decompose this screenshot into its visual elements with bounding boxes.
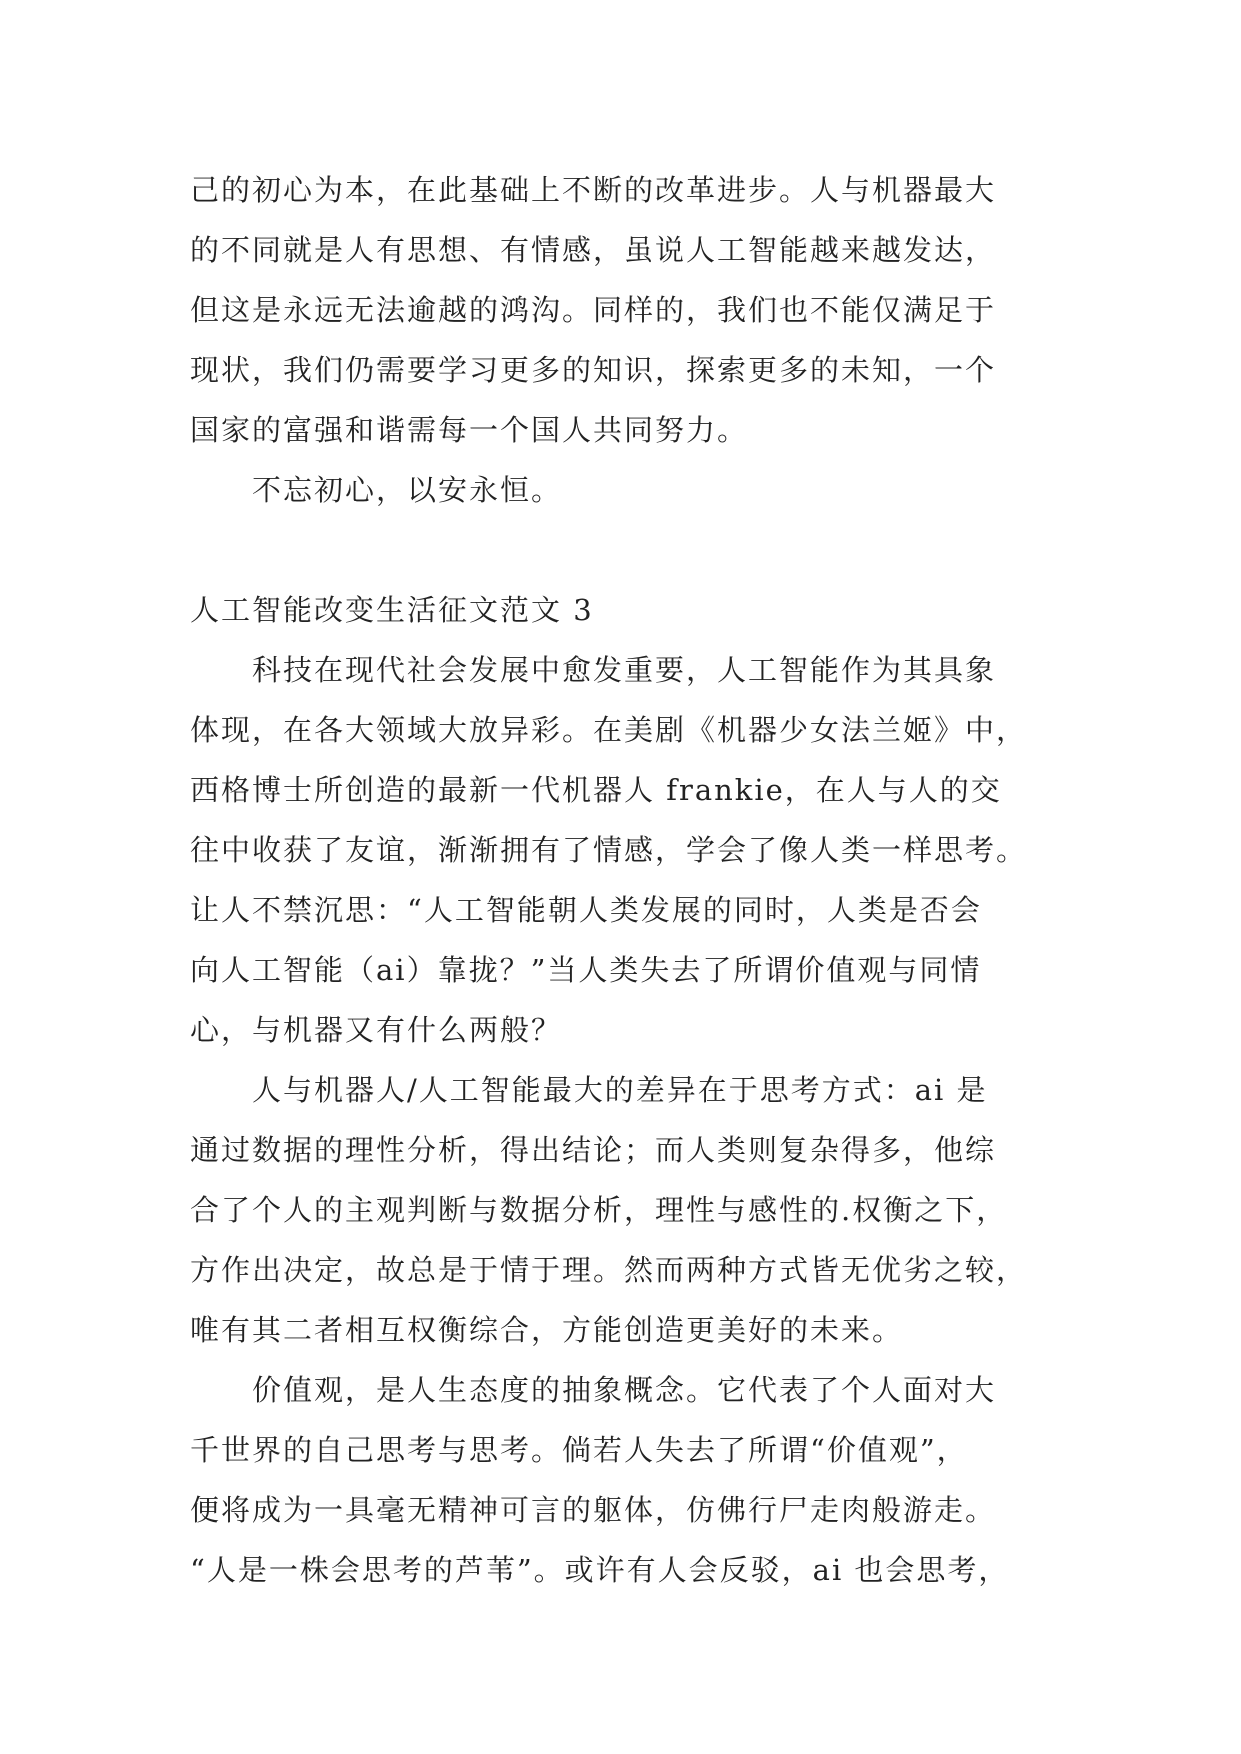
paragraph-line: 价值观，是人生态度的抽象概念。它代表了个人面对大 (252, 1373, 997, 1407)
paragraph-line: 现状，我们仍需要学习更多的知识，探索更多的未知，一个 (190, 353, 997, 387)
paragraph-line: 让人不禁沉思：“人工智能朝人类发展的同时，人类是否会 (190, 893, 982, 927)
section-spacer (190, 520, 1070, 580)
paragraph-line: 方作出决定，故总是于情于理。然而两种方式皆无优劣之较， (190, 1253, 1028, 1287)
document-text (190, 160, 1070, 1600)
paragraph-line: 国家的富强和谐需每一个国人共同努力。 (190, 413, 749, 447)
paragraph-line: 心，与机器又有什么两般？ (190, 1013, 563, 1047)
paragraph-line: 通过数据的理性分析，得出结论；而人类则复杂得多，他综 (190, 1133, 997, 1167)
paragraph-line: 但这是永远无法逾越的鸿沟。同样的，我们也不能仅满足于 (190, 293, 997, 327)
paragraph-line: 体现，在各大领域大放异彩。在美剧《机器少女法兰姬》中， (190, 713, 1028, 747)
paragraph-line: 便将成为一具毫无精神可言的躯体，仿佛行尸走肉般游走。 (190, 1493, 997, 1527)
paragraph-line: 己的初心为本，在此基础上不断的改革进步。人与机器最大 (190, 173, 997, 207)
paragraph-line: 唯有其二者相互权衡综合，方能创造更美好的未来。 (190, 1313, 904, 1347)
closing-line: 不忘初心，以安永恒。 (252, 473, 563, 507)
paragraph-line: 科技在现代社会发展中愈发重要，人工智能作为其具象 (252, 653, 997, 687)
paragraph-line: 千世界的自己思考与思考。倘若人失去了所谓“价值观”， (190, 1433, 968, 1467)
paragraph-line: 往中收获了友谊，渐渐拥有了情感，学会了像人类一样思考。 (190, 833, 1028, 867)
paragraph-line: 人与机器人/人工智能最大的差异在于思考方式：ai 是 (252, 1073, 988, 1107)
paragraph-line: “人是一株会思考的芦苇”。或许有人会反驳，ai 也会思考， (190, 1553, 1010, 1587)
section-heading: 人工智能改变生活征文范文 3 (190, 593, 594, 627)
paragraph-line: 西格博士所创造的最新一代机器人 frankie，在人与人的交 (190, 773, 1002, 807)
paragraph-line: 合了个人的主观判断与数据分析，理性与感性的.权衡之下， (190, 1193, 1008, 1227)
paragraph-line: 向人工智能（ai）靠拢？”当人类失去了所谓价值观与同情 (190, 953, 982, 987)
paragraph-line: 的不同就是人有思想、有情感，虽说人工智能越来越发达， (190, 233, 997, 267)
